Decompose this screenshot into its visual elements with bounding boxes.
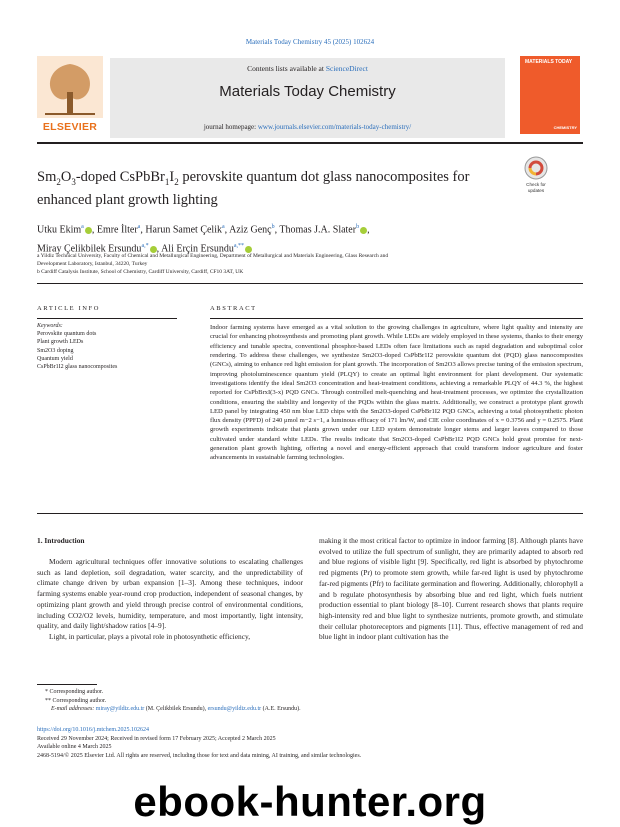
abstract-text: Indoor farming systems have emerged as a vital solution to the growing challenges in agriculture, where light quality and intensity are crucial for enhancing photosynthesis and promoting plant growth. While LEDs are widely employed in these systems, thanks to their energy efficiency and tunable spectra, conventional phosphor-based LEDs often face limitations such as rapid degradation and suboptimal color rendering. To address these challenges, we synthesize Sm2O3-doped CsPbBr1I2 perovskite quantum dot (PQD) glass nanocomposites (GNCs), aiming to enhance red light emission for plant growth. The incorporation of Sm2O3 allows precise tuning of the emission spectrum, improving photoluminescence quantum yield (PLQY) to create an optimal light environment for plant development. Our systematic investigations identify the ideal Sm2O3 concentration and heat-treatment conditions, achieving a remarkable PLQY of 44.3 %, the highest reported for CsPbBrxI(3-x) PQD GNCs. Through controlled melt-quenching and heat-treatment processes, we optimize the crystallization conditions, ensuring the stability and longevity of the PQDs within the glass matrix. Additionally, we construct a prototype plant growth LED panel by integrating 450 nm blue LED chips with the Sm2O3-doped CsPbBr1I2 PQD GNCs, achieving a total photosynthetic photon flux density (PPFD) of 240 μmol m−2 s−1, a luminous efficacy of 171 lm/W, and CIE color coordinates of x = 0.3756 and y = 0.2575. Plant growth experiments indicate that plants grown under our LED system demonstrate longer stems and larger leaves compared to those cultivated under standard white LEDs. The results indicate that Sm2O3-doped CsPbBr1I2 PQD GNCs hold great promise for next-generation plant growth lighting, offering a novel and energy-efficient approach that could transform indoor agriculture and foster advancements in sustainable farming technologies. — [210, 324, 583, 462]
title-part: O — [60, 169, 72, 185]
title-part: I — [169, 169, 175, 185]
abstract-rule — [210, 318, 583, 319]
author-name[interactable]: Miray Çelikbilek Ersundu — [37, 243, 142, 255]
title-line-2: enhanced plant growth lighting — [37, 191, 218, 208]
affiliation-a-line2: Development Laboratory, Istanbul, 34220, Turkey — [37, 261, 148, 267]
author-affiliation-mark[interactable]: a — [81, 224, 84, 230]
abstract-bottom-rule — [37, 513, 583, 514]
author-affiliation-mark[interactable]: a — [221, 224, 225, 230]
keyword: CsPbBr1I2 glass nanocomposites — [37, 364, 118, 371]
email-link[interactable]: miray@yildiz.edu.tr — [95, 706, 145, 713]
abstract-heading: ABSTRACT — [210, 305, 257, 312]
contents-prefix: Contents lists available at — [247, 64, 326, 73]
doi-link[interactable]: https://doi.org/10.1016/j.mtchem.2025.102624 — [37, 727, 150, 733]
homepage-link[interactable]: www.journals.elsevier.com/materials-today-chemistry/ — [257, 123, 412, 131]
email-owner: (A.E. Ersundu). — [261, 706, 301, 713]
check-for-updates-icon[interactable] — [522, 155, 550, 197]
homepage-prefix: journal homepage: — [203, 123, 258, 131]
email-line — [37, 705, 437, 714]
title-sub: 3 — [71, 176, 76, 187]
keywords-rule — [37, 318, 177, 319]
title-part: perovskite quantum dot glass nanocomposites for — [178, 169, 470, 185]
copyright: 2468-5194/© 2025 Elsevier Ltd. All rights are reserved, including those for text and data mining, AI training, and similar technologies. — [37, 752, 362, 759]
keyword: Plant growth LEDs — [37, 339, 84, 346]
keywords-block — [37, 322, 197, 371]
orcid-icon[interactable] — [85, 227, 92, 234]
received-dates: Received 29 November 2024; Received in revised form 17 February 2025; Accepted 2 March 2025 — [37, 735, 276, 742]
author-list: Utku Ekim$^a$ , Emre İlter$^a$, Harun Samet Çelik$^a$, Aziz Genç$^b$, Thomas J.A. Slater$^b$ , Miray Çelikbilek Ersundu$^{a,*}$ , Ali Erçin Ersundu$^{a,**}$ — [37, 224, 370, 255]
cover-subtitle: CHEMISTRY — [553, 125, 577, 130]
email-label: E-mail addresses: — [51, 706, 96, 713]
contents-line — [110, 64, 505, 73]
keyword: Sm2O3 doping — [37, 347, 74, 354]
email-owner: (M. Çelikbilek Ersundu), — [144, 706, 208, 713]
author-affiliation-mark[interactable]: a — [137, 224, 141, 230]
title-sub: 2 — [56, 176, 61, 187]
orcid-icon[interactable] — [360, 227, 367, 234]
orcid-icon[interactable] — [245, 246, 252, 253]
keyword: Perovskite quantum dots — [37, 331, 97, 338]
author-affiliation-mark[interactable]: a,* — [141, 243, 149, 250]
author-name[interactable]: Thomas J.A. Slater — [279, 224, 357, 236]
header-rule — [37, 142, 583, 144]
sciencedirect-link[interactable]: ScienceDirect — [325, 64, 368, 73]
watermark-text: ebook-hunter.org — [133, 778, 487, 825]
journal-name: Materials Today Chemistry — [219, 83, 396, 100]
affiliation-b: b Cardiff Catalysis Institute, School of Chemistry, Cardiff University, Cardiff, CF10 3AT, UK — [37, 269, 244, 275]
journal-citation[interactable]: Materials Today Chemistry 45 (2025) 102624 — [245, 38, 375, 46]
keyword: Quantum yield — [37, 355, 73, 362]
intro-right-column — [319, 536, 583, 643]
title-part: Sm — [37, 169, 57, 185]
author-name[interactable]: Utku Ekim — [37, 224, 82, 236]
paragraph: Light, in particular, plays a pivotal role in photosynthetic efficiency, — [49, 631, 251, 641]
title-part: -doped CsPbBr — [75, 169, 165, 185]
check-updates-label-2: updates — [527, 188, 545, 193]
paragraph: making it the most critical factor to optimize in indoor farming [8]. Although plants have evolved to utilize the full spectrum of sunlight, they are primarily adapted to absorb red and blue regions of visible light [9]. Specifically, red light is absorbed by phytochrome red pigments (Pr) to promote stem growth, while far-red light is used by phytochrome far-red pigments (Pfr) to facilitate germination and flowering. Additionally, chlorophyll a and b regulate photosynthesis by absorbing blue and red light, which fuels nutrient production essential to plant biology [8–10]. Current research shows that plants require high-intensity red and blue light to synthesize nutrients, promote growth, and stimulate their cellular photoreceptors and pigments [11]. Thus, effective management of red and blue light in indoor plant cultivation has the — [319, 536, 583, 642]
footnote-corresponding-1: * Corresponding author. — [45, 689, 104, 695]
author-affiliation-mark[interactable]: a,** — [233, 243, 244, 250]
homepage-line — [110, 123, 505, 131]
journal-cover-image[interactable] — [520, 56, 580, 134]
check-updates-label: Check for — [526, 182, 546, 187]
cover-title: MATERIALS TODAY — [525, 59, 573, 65]
title-sub: 1 — [164, 176, 170, 187]
author-affiliation-mark[interactable]: b — [271, 224, 275, 230]
keywords-label: Keywords: — [37, 323, 63, 329]
article-info-heading: ARTICLE INFO — [37, 305, 101, 312]
footnote-rule — [37, 684, 97, 685]
footnotes — [37, 688, 437, 714]
orcid-icon[interactable] — [150, 246, 157, 253]
author-name[interactable]: Harun Samet Çelik — [145, 224, 222, 236]
intro-left-column — [37, 557, 303, 643]
publisher-wordmark: ELSEVIER — [42, 121, 98, 133]
email-link[interactable]: ersundu@yildiz.edu.tr — [207, 706, 262, 713]
title-sub: 2 — [174, 176, 179, 187]
author-affiliation-mark[interactable]: b — [356, 224, 360, 230]
author-name[interactable]: Aziz Genç — [229, 224, 272, 236]
publication-footer — [37, 726, 583, 760]
author-name[interactable]: Emre İlter — [96, 224, 138, 236]
paragraph: Modern agricultural techniques offer innovative solutions to escalating challenges such as land depletion, soil degradation, water scarcity, and the unpredictability of climate change driven by urban expansion [1–3]. Among these techniques, indoor farming systems enable year-round crop production, independent of seasonal changes, by optimizing plant growth and yield through precise control of environmental conditions, including CO2/O2 levels, humidity, temperature, and most importantly, light intensity, quality, and daily light/shadow ratios [4–9]. — [37, 557, 303, 631]
affiliation-a-line1: a Yildiz Technical University, Faculty of Chemical and Metallurgical Engineering, Department of Metallurgical and Materials Engineering, Glass Research and — [37, 253, 389, 259]
author-name[interactable]: Ali Erçin Ersundu — [161, 243, 234, 255]
available-online: Available online 4 March 2025 — [37, 744, 112, 751]
affiliation-rule — [37, 283, 583, 284]
article-title — [37, 168, 507, 209]
section-heading-introduction: 1. Introduction — [37, 536, 85, 545]
footnote-corresponding-2: ** Corresponding author. — [45, 697, 107, 704]
